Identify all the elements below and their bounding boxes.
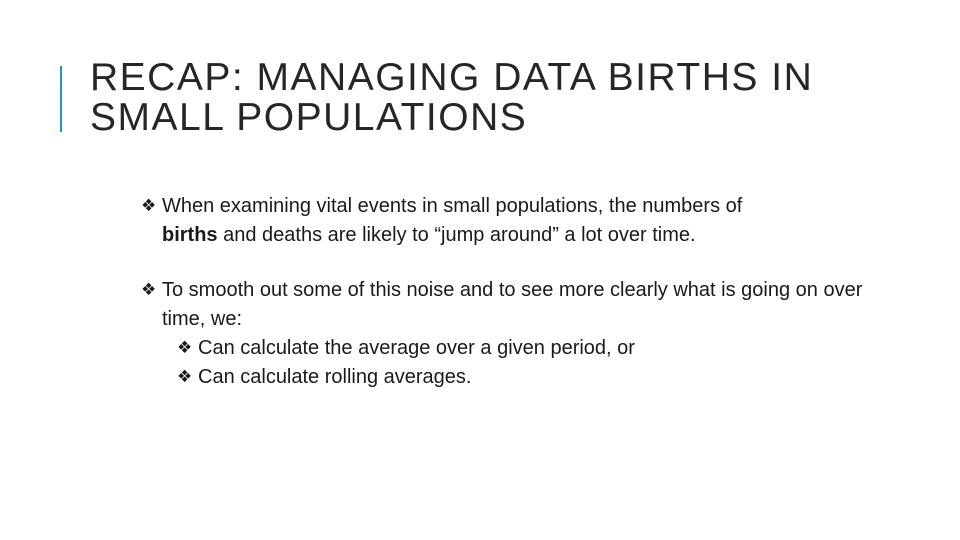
sub-bullet-item-2 [177,363,901,392]
diamond-cluster-icon: ❖ [177,338,193,358]
slide-body [141,192,901,392]
diamond-cluster-icon: ❖ [177,367,193,387]
sub-bullet-item-1 [177,334,901,363]
sub-bullet-2-text: Can calculate rolling averages. [198,366,472,388]
title-accent-bar [60,66,62,132]
slide-title-line-2: SMALL POPULATIONS [90,96,528,139]
diamond-cluster-icon: ❖ [141,280,157,300]
bullet-item-2 [141,276,901,334]
bullet-1-emphasis: births [162,224,218,246]
sub-bullet-1-text: Can calculate the average over a given period, or [198,337,635,359]
slide-title-line-1: RECAP: MANAGING DATA BIRTHS IN [90,56,814,99]
bullet-1-text: When examining vital events in small populations, the numbers of [162,195,743,217]
bullet-item-1 [141,192,901,250]
slide-title [90,58,930,138]
bullet-1-text-rest: and deaths are likely to “jump around” a lot over time. [217,224,696,246]
diamond-cluster-icon: ❖ [141,196,157,216]
bullet-2-text: To smooth out some of this noise and to see more clearly what is going on over time, we: [162,279,863,330]
